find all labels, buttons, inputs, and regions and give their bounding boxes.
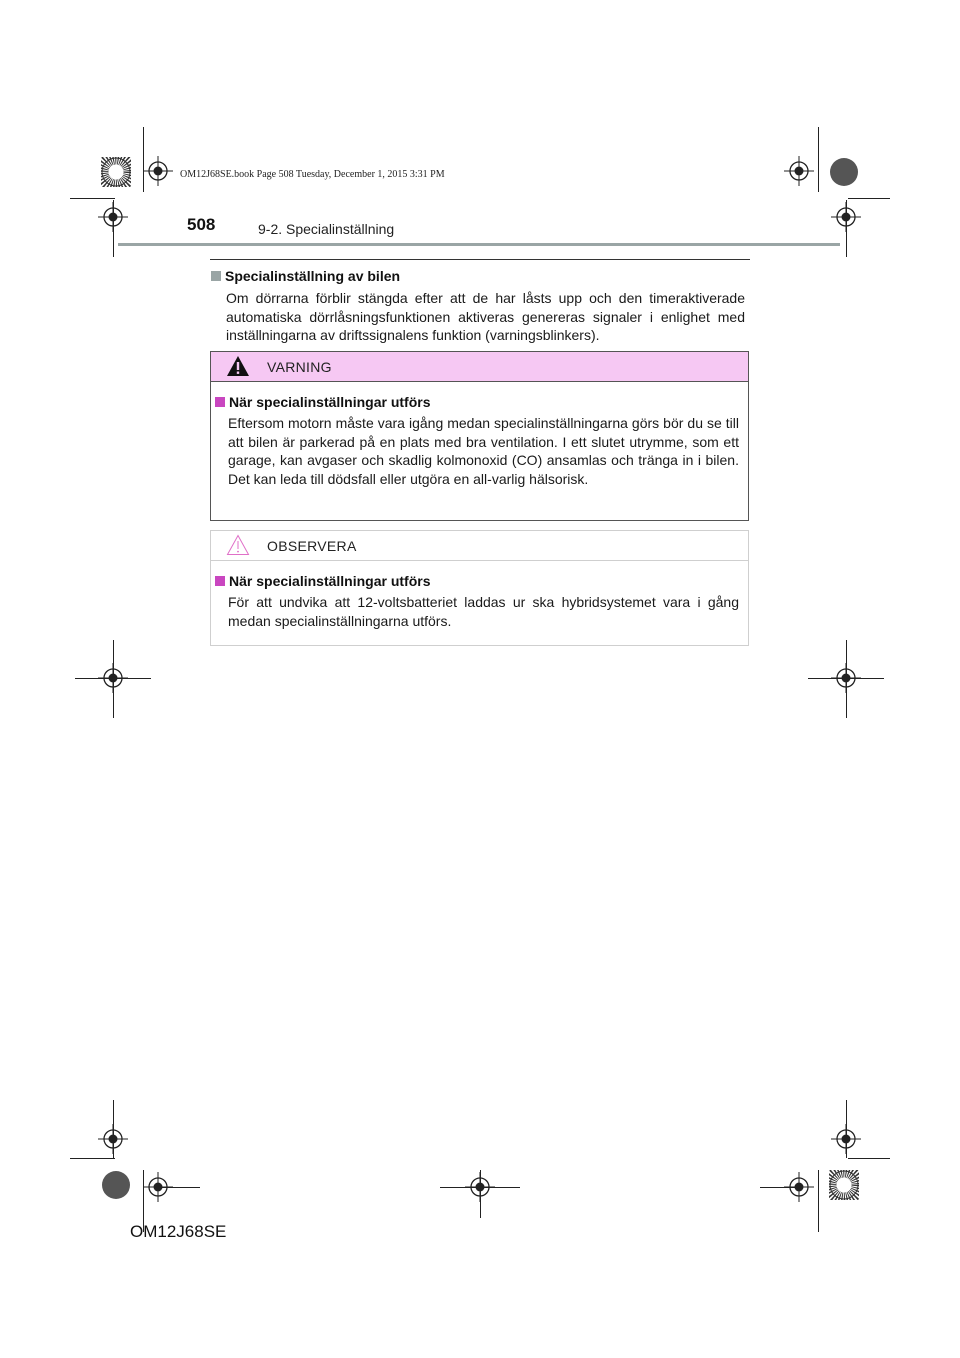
registration-mark-icon bbox=[143, 156, 173, 186]
registration-mark-icon bbox=[784, 1172, 814, 1202]
crop-line bbox=[848, 1158, 890, 1159]
document-code: OM12J68SE bbox=[130, 1222, 227, 1241]
starburst-mark-icon bbox=[101, 1170, 131, 1200]
notice-box bbox=[210, 530, 749, 646]
starburst-mark-icon bbox=[829, 1170, 859, 1200]
warning-text: Eftersom motorn måste vara igång medan specialinställningarna görs bör du se till att bilen är parkerad på en plats med bra ventilation. I ett slutet utrymme, som ett garage, kan avgaser och skadlig kolmonoxid (CO) ansamlas och tränga in i bilen. Det kan leda till dödsfall eller utgöra en all-varlig hälsorisk. bbox=[228, 415, 739, 487]
notice-header bbox=[211, 531, 748, 561]
bullet-square-icon bbox=[215, 576, 225, 586]
notice-heading bbox=[215, 573, 431, 589]
registration-mark-icon bbox=[465, 1172, 495, 1202]
starburst-mark-icon bbox=[829, 157, 859, 187]
page-number: 508 bbox=[187, 215, 216, 234]
warning-triangle-icon bbox=[226, 355, 250, 377]
registration-mark-icon bbox=[98, 202, 128, 232]
crop-line bbox=[818, 127, 819, 192]
section-title: 9-2. Specialinställning bbox=[258, 221, 395, 237]
header-rule bbox=[118, 243, 840, 246]
registration-mark-icon bbox=[784, 156, 814, 186]
content-divider bbox=[210, 259, 750, 260]
notice-label: OBSERVERA bbox=[267, 538, 357, 554]
warning-heading bbox=[215, 394, 431, 410]
starburst-mark-icon bbox=[101, 157, 131, 187]
registration-mark-icon bbox=[143, 1172, 173, 1202]
section-heading-text: Specialinställning av bilen bbox=[225, 268, 401, 284]
bullet-square-icon bbox=[211, 271, 221, 281]
crop-line bbox=[70, 1158, 115, 1159]
registration-mark-icon bbox=[98, 663, 128, 693]
crop-line bbox=[848, 198, 890, 199]
section-heading bbox=[211, 268, 400, 284]
warning-header bbox=[211, 352, 748, 382]
print-header: OM12J68SE.book Page 508 Tuesday, December 1, 2015 3:31 PM bbox=[180, 169, 445, 180]
crop-line bbox=[818, 1170, 819, 1232]
notice-text: För att undvika att 12-voltsbatteriet laddas ur ska hybridsystemet vara i gång medan specialinställningarna utförs. bbox=[228, 594, 739, 629]
caution-triangle-icon bbox=[226, 534, 250, 556]
crop-line bbox=[70, 198, 115, 199]
bullet-square-icon bbox=[215, 397, 225, 407]
registration-mark-icon bbox=[98, 1124, 128, 1154]
warning-label: VARNING bbox=[267, 359, 332, 375]
notice-heading-text: När specialinställningar utförs bbox=[229, 573, 431, 589]
registration-mark-icon bbox=[831, 663, 861, 693]
registration-mark-icon bbox=[831, 202, 861, 232]
warning-heading-text: När specialinställningar utförs bbox=[229, 394, 431, 410]
registration-mark-icon bbox=[831, 1124, 861, 1154]
warning-box bbox=[210, 351, 749, 521]
section-paragraph: Om dörrarna förblir stängda efter att de har låsts upp och den timeraktiverade automatiska dörrlåsningsfunktionen aktiveras genereras signaler i enlighet med inställningarna av driftssignalens funktion (varningsblinkers). bbox=[226, 290, 745, 343]
